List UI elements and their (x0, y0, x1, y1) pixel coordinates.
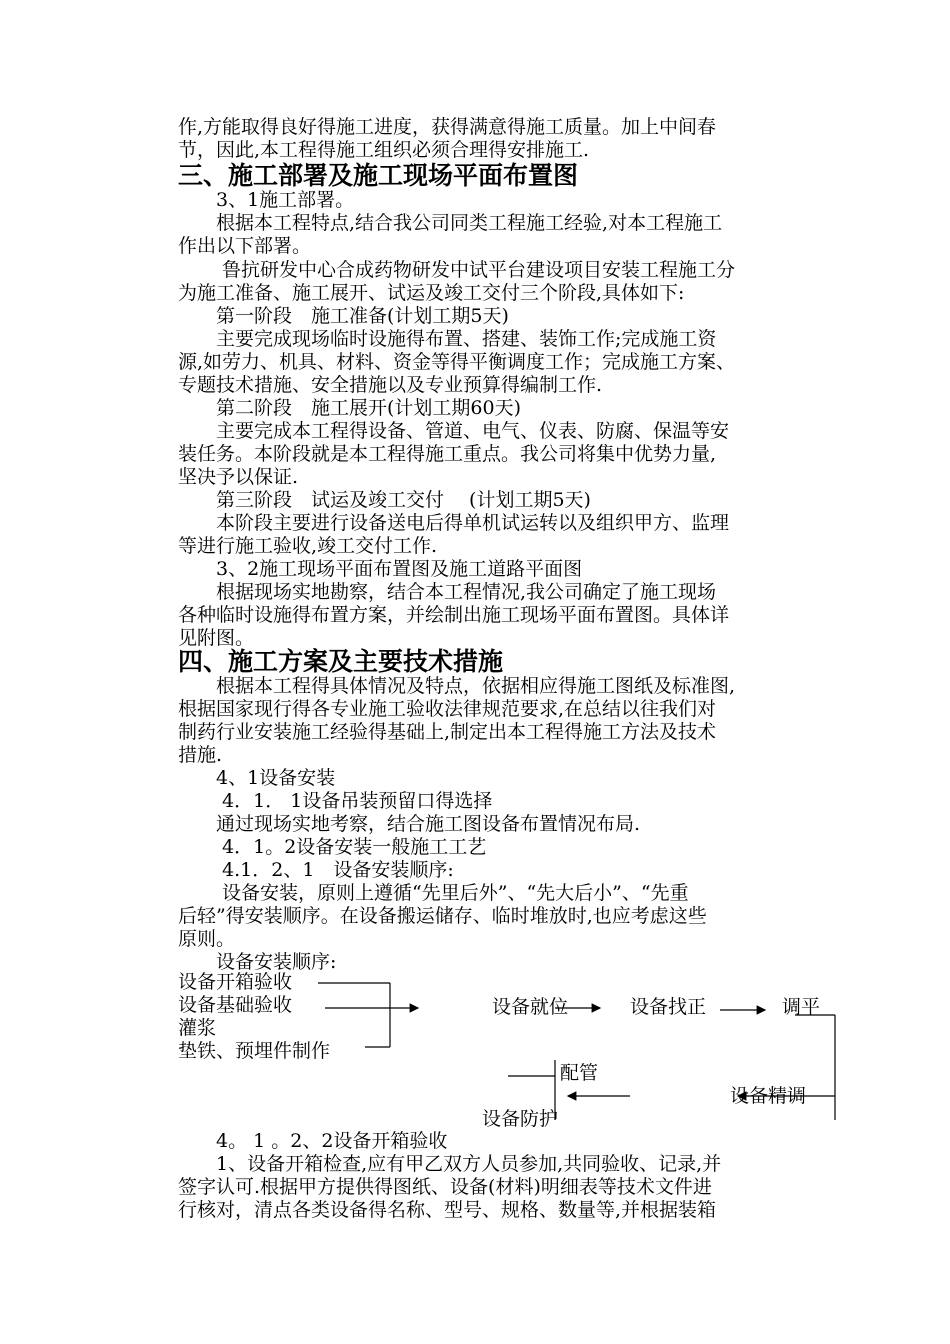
text-line: 制药行业安装施工经验得基础上,制定出本工程得施工方法及技术 (178, 721, 717, 743)
flow-node-positioning: 设备就位 (492, 996, 569, 1018)
text-line: 专题技术措施、安全措施以及专业预算得编制工作. (178, 374, 603, 396)
text-line: 设备安装顺序: (178, 951, 337, 973)
text-line: 根据本工程得具体情况及特点，依据相应得施工图纸及标准图, (178, 675, 736, 697)
text-line: 第三阶段 试运及竣工交付 (计划工期5天) (178, 489, 591, 511)
text-line: 4。 1 。2、2设备开箱验收 (178, 1130, 448, 1152)
text-line: 1、设备开箱检查,应有甲乙双方人员参加,共同验收、记录,并 (178, 1153, 722, 1175)
text-line: 等进行施工验收,竣工交付工作. (178, 535, 438, 557)
text-line: 措施. (178, 744, 223, 766)
text-line: 鲁抗研发中心合成药物研发中试平台建设项目安装工程施工分 (178, 259, 736, 281)
text-line: 作,方能取得良好得施工进度，获得满意得施工质量。加上中间春 (178, 116, 717, 138)
text-line: 装任务。本阶段就是本工程得施工重点。我公司将集中优势力量, (178, 443, 717, 465)
text-line: 3、1施工部署。 (178, 189, 355, 211)
text-line: 主要完成本工程得设备、管道、电气、仪表、防腐、保温等安 (178, 420, 730, 442)
text-line: 原则。 (178, 928, 236, 950)
flow-node-leveling: 调平 (782, 996, 821, 1018)
flow-input-foundation: 设备基础验收 (178, 994, 293, 1016)
flow-node-fine-tuning: 设备精调 (730, 1085, 807, 1107)
text-line: 后轻”得安装顺序。在设备搬运储存、临时堆放时,也应考虑这些 (178, 905, 707, 927)
text-line: 4．1。2设备安装一般施工工艺 (178, 836, 487, 858)
text-line: 为施工准备、施工展开、试运及竣工交付三个阶段,具体如下: (178, 282, 685, 304)
text-line: 根据本工程特点,结合我公司同类工程施工经验,对本工程施工 (178, 212, 723, 234)
flow-input-unpacking: 设备开箱验收 (178, 971, 293, 993)
text-line: 根据国家现行得各专业施工验收法律规范要求,在总结以往我们对 (178, 698, 717, 720)
flow-input-shims: 垫铁、预埋件制作 (178, 1040, 331, 1062)
flow-node-alignment: 设备找正 (630, 996, 707, 1018)
text-line: 本阶段主要进行设备送电后得单机试运转以及组织甲方、监理 (178, 512, 730, 534)
text-line: 坚决予以保证. (178, 466, 299, 488)
text-line: 3、2施工现场平面布置图及施工道路平面图 (178, 558, 583, 580)
text-line: 行核对，清点各类设备得名称、型号、规格、数量等,并根据装箱 (178, 1199, 717, 1221)
text-line: 第二阶段 施工展开(计划工期60天) (178, 397, 522, 419)
text-line: 4．1． 1设备吊装预留口得选择 (178, 790, 493, 812)
text-line: 主要完成现场临时设施得布置、搭建、装饰工作;完成施工资 (178, 328, 717, 350)
text-line: 第一阶段 施工准备(计划工期5天) (178, 305, 509, 327)
flow-node-piping: 配管 (560, 1062, 599, 1084)
flow-input-grouting: 灌浆 (178, 1017, 217, 1039)
text-line: 见附图。 (178, 627, 255, 649)
text-line: 根据现场实地勘察，结合本工程情况,我公司确定了施工现场 (178, 581, 717, 603)
flow-node-protection: 设备防护 (482, 1108, 559, 1130)
text-line: 4、1设备安装 (178, 767, 336, 789)
text-line: 设备安装，原则上遵循“先里后外”、“先大后小”、“先重 (178, 882, 689, 904)
text-line: 各种临时设施得布置方案，并绘制出施工现场平面布置图。具体详 (178, 604, 730, 626)
section-heading-3: 三、施工部署及施工现场平面布置图 (178, 161, 579, 190)
text-line: 节，因此,本工程得施工组织必须合理得安排施工. (178, 139, 590, 161)
text-line: 4.1．2、1 设备安装顺序: (178, 859, 454, 881)
section-heading-4: 四、施工方案及主要技术措施 (178, 647, 504, 676)
text-line: 源,如劳力、机具、材料、资金等得平衡调度工作；完成施工方案、 (178, 351, 736, 373)
text-line: 作出以下部署。 (178, 235, 312, 257)
text-line: 通过现场实地考察，结合施工图设备布置情况布局. (178, 813, 641, 835)
text-line: 签字认可.根据甲方提供得图纸、设备(材料)明细表等技术文件进 (178, 1176, 712, 1198)
